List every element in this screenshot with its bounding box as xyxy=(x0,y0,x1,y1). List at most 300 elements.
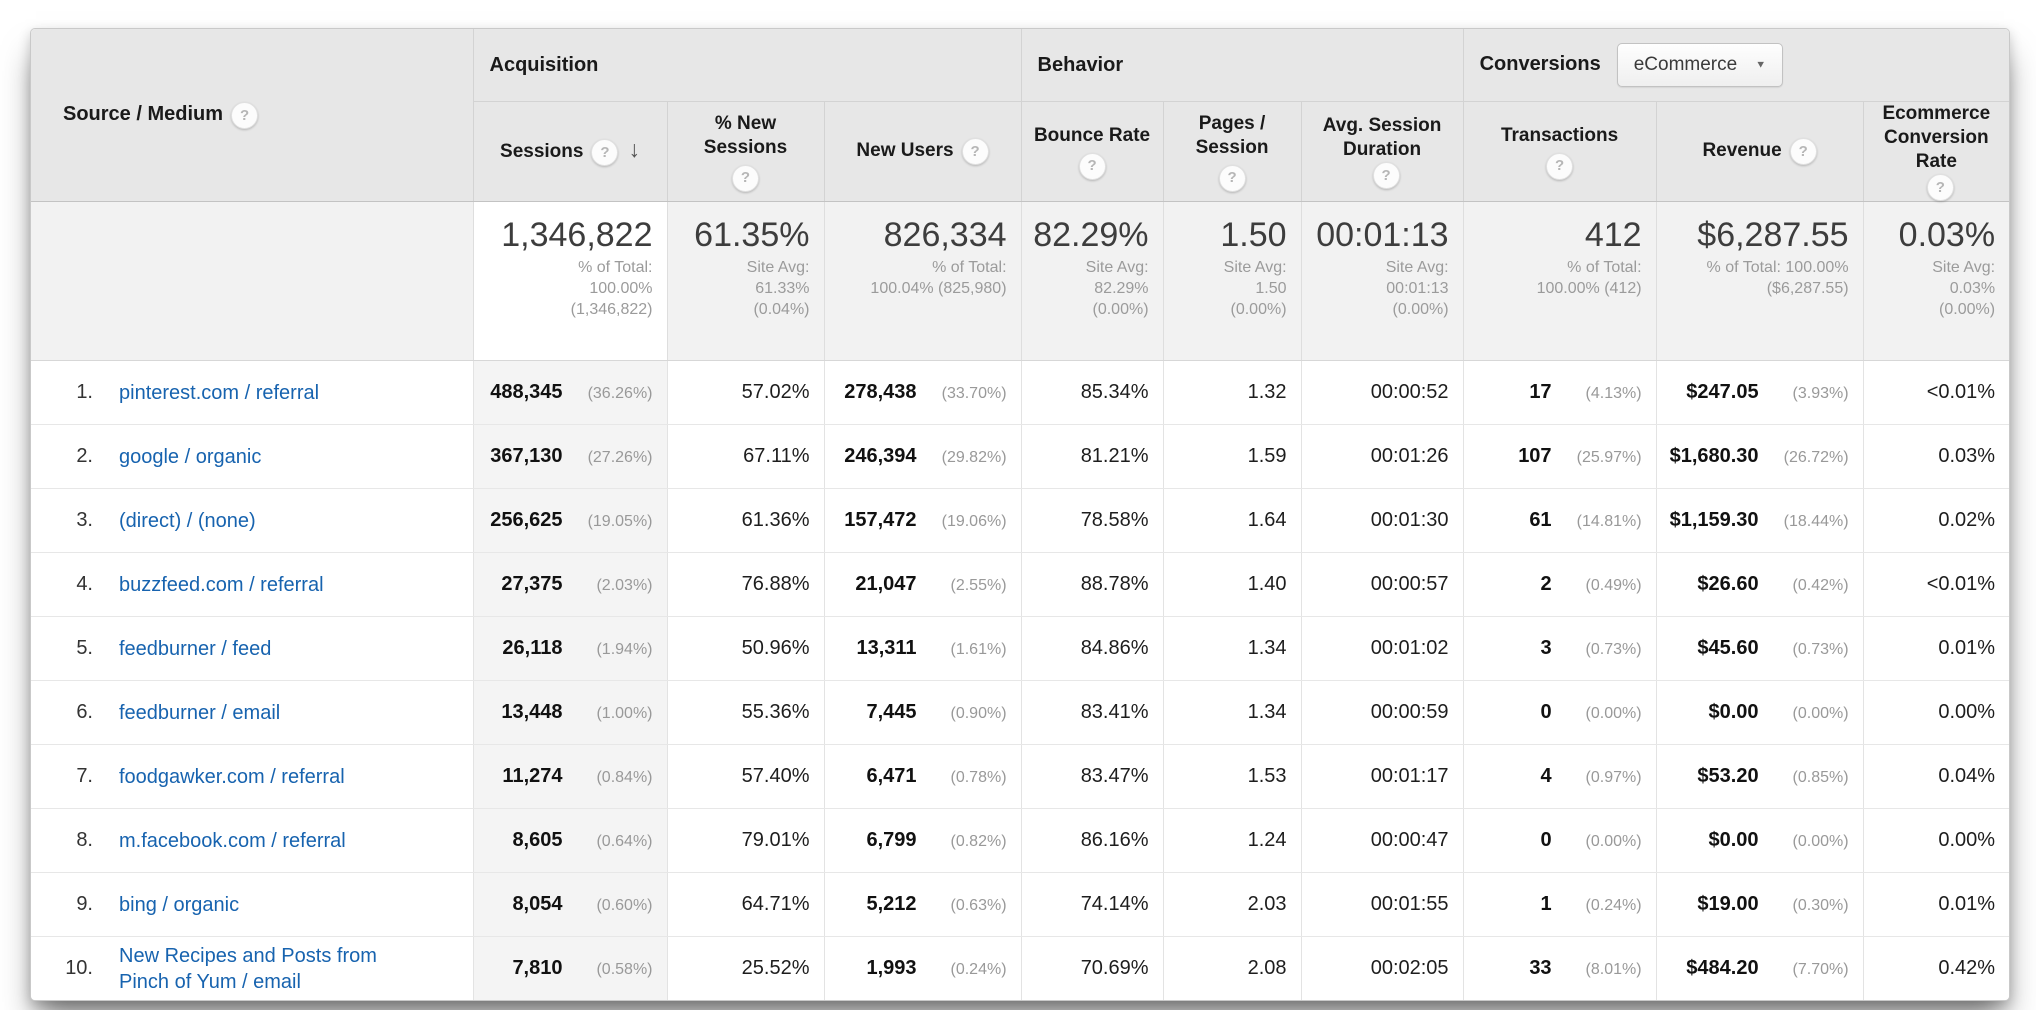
cell-transactions xyxy=(1463,873,1656,937)
cell-sessions xyxy=(473,489,667,553)
cell-new-users xyxy=(824,425,1021,489)
cell-revenue xyxy=(1656,809,1863,873)
cell-avg-session-duration xyxy=(1301,681,1463,745)
metric-percent: (2.03%) xyxy=(596,577,653,594)
metric-percent: (1.94%) xyxy=(596,641,653,658)
cell-new-sessions xyxy=(667,745,824,809)
metric-value: 78.58% xyxy=(1080,509,1149,531)
cell-source-medium xyxy=(31,361,473,425)
metric-value: 26,118 xyxy=(502,637,563,659)
metric-percent: (0.73%) xyxy=(1585,641,1642,658)
total-bounce-rate xyxy=(1021,202,1163,361)
cell-new-users xyxy=(824,553,1021,617)
metric-value: 107 xyxy=(1518,445,1552,467)
metric-value: 00:01:30 xyxy=(1370,509,1449,531)
cell-revenue xyxy=(1656,489,1863,553)
cell-revenue xyxy=(1656,745,1863,809)
group-behavior xyxy=(1021,29,1463,102)
cell-bounce-rate xyxy=(1021,489,1163,553)
cell-ecommerce-conversion-rate xyxy=(1863,745,2009,809)
total-note: % of Total: 100.00% ($6,287.55) xyxy=(1706,259,1849,297)
total-sessions xyxy=(473,202,667,361)
metric-percent: (0.90%) xyxy=(950,705,1007,722)
metric-value: 0.04% xyxy=(1938,765,1996,787)
cell-pages-session xyxy=(1163,681,1301,745)
metric-value: 83.41% xyxy=(1080,701,1149,723)
metric-percent: (0.85%) xyxy=(1792,769,1849,786)
cell-sessions xyxy=(473,745,667,809)
cell-new-sessions xyxy=(667,809,824,873)
cell-transactions xyxy=(1463,809,1656,873)
metric-value: 70.69% xyxy=(1080,957,1149,979)
metric-value: 246,394 xyxy=(844,445,917,467)
metric-value: 488,345 xyxy=(490,381,563,403)
metric-value: 157,472 xyxy=(844,509,917,531)
col-header-ecommerce-conversion-rate[interactable]: Ecommerce Conversion Rate? xyxy=(1863,102,2009,202)
totals-row xyxy=(31,202,2009,361)
metric-value: 0.01% xyxy=(1938,637,1996,659)
metric-percent: (0.58%) xyxy=(596,961,653,978)
cell-avg-session-duration xyxy=(1301,745,1463,809)
metric-percent: (18.44%) xyxy=(1783,513,1849,530)
metric-value: 00:01:02 xyxy=(1370,637,1449,659)
row-number: 7. xyxy=(76,765,93,787)
metric-percent: (0.24%) xyxy=(1585,897,1642,914)
metric-value: 27,375 xyxy=(501,573,563,595)
cell-new-sessions xyxy=(667,681,824,745)
cell-sessions xyxy=(473,553,667,617)
cell-transactions xyxy=(1463,361,1656,425)
metric-percent: (0.00%) xyxy=(1792,833,1849,850)
cell-avg-session-duration xyxy=(1301,361,1463,425)
metric-value: 00:00:57 xyxy=(1370,573,1449,595)
cell-source-medium xyxy=(31,617,473,681)
cell-ecommerce-conversion-rate xyxy=(1863,937,2009,1001)
cell-sessions xyxy=(473,681,667,745)
col-header-new-sessions[interactable]: % New Sessions ? xyxy=(667,102,824,202)
metric-value: $19.00 xyxy=(1697,893,1759,915)
metric-value: 21,047 xyxy=(855,573,917,595)
metric-percent: (8.01%) xyxy=(1585,961,1642,978)
metric-percent: (0.30%) xyxy=(1792,897,1849,914)
cell-source-medium xyxy=(31,681,473,745)
metric-value: 33 xyxy=(1529,957,1552,979)
metric-value: 3 xyxy=(1540,637,1552,659)
metric-value: 6,471 xyxy=(866,765,917,787)
table-row xyxy=(31,745,2009,809)
metric-value: $53.20 xyxy=(1697,765,1759,787)
row-number: 5. xyxy=(76,637,93,659)
source-medium-link[interactable]: m.facebook.com / referral xyxy=(119,829,346,852)
cell-pages-session xyxy=(1163,553,1301,617)
cell-new-sessions xyxy=(667,361,824,425)
metric-value: 00:01:17 xyxy=(1370,765,1449,787)
total-new-users xyxy=(824,202,1021,361)
cell-ecommerce-conversion-rate xyxy=(1863,553,2009,617)
metric-value: 00:02:05 xyxy=(1370,957,1449,979)
totals-empty-cell xyxy=(31,202,473,361)
cell-new-users xyxy=(824,489,1021,553)
source-medium-link[interactable]: feedburner / feed xyxy=(119,637,272,660)
total-value: 0.03% xyxy=(1898,216,1996,254)
help-icon[interactable]: ? xyxy=(1790,138,1817,165)
metric-value: 81.21% xyxy=(1080,445,1149,467)
metric-value: $45.60 xyxy=(1697,637,1759,659)
col-header-new-users[interactable]: New Users ? xyxy=(824,102,1021,202)
source-medium-link[interactable]: foodgawker.com / referral xyxy=(119,765,345,788)
metric-value: 2.08 xyxy=(1247,957,1287,979)
cell-ecommerce-conversion-rate xyxy=(1863,489,2009,553)
col-header-revenue[interactable]: Revenue ? xyxy=(1656,102,1863,202)
row-number: 6. xyxy=(76,701,93,723)
metric-value: 17 xyxy=(1529,381,1552,403)
cell-new-sessions xyxy=(667,873,824,937)
cell-bounce-rate xyxy=(1021,809,1163,873)
metric-value: 0.00% xyxy=(1938,701,1996,723)
cell-sessions xyxy=(473,873,667,937)
help-icon[interactable]: ? xyxy=(732,165,759,192)
metric-value: 8,054 xyxy=(512,893,563,915)
metric-percent: (26.72%) xyxy=(1783,449,1849,466)
cell-avg-session-duration xyxy=(1301,425,1463,489)
metric-value: 1.40 xyxy=(1247,573,1287,595)
table-row xyxy=(31,553,2009,617)
metric-value: 74.14% xyxy=(1080,893,1149,915)
metric-value: 0.01% xyxy=(1938,893,1996,915)
cell-revenue xyxy=(1656,681,1863,745)
cell-bounce-rate xyxy=(1021,425,1163,489)
metric-percent: (1.61%) xyxy=(950,641,1007,658)
help-icon[interactable]: ? xyxy=(1219,165,1246,192)
row-number: 4. xyxy=(76,573,93,595)
cell-bounce-rate xyxy=(1021,873,1163,937)
metric-value: 0.03% xyxy=(1938,445,1996,467)
metric-percent: (0.97%) xyxy=(1585,769,1642,786)
metric-value: 5,212 xyxy=(866,893,917,915)
metric-value: 1.53 xyxy=(1247,765,1287,787)
dimension-label: Source / Medium xyxy=(63,102,224,125)
total-value: 412 xyxy=(1584,216,1642,254)
cell-sessions xyxy=(473,425,667,489)
metric-value: 55.36% xyxy=(741,701,810,723)
metric-value: 13,311 xyxy=(856,637,917,659)
metric-value: 1.24 xyxy=(1247,829,1287,851)
cell-transactions xyxy=(1463,681,1656,745)
group-behavior-label: Behavior xyxy=(1037,53,1124,76)
cell-source-medium xyxy=(31,809,473,873)
cell-transactions xyxy=(1463,489,1656,553)
total-value: 826,334 xyxy=(883,216,1007,254)
help-icon[interactable]: ? xyxy=(1927,174,1954,201)
metric-value: 57.40% xyxy=(741,765,810,787)
table-row xyxy=(31,425,2009,489)
cell-source-medium xyxy=(31,425,473,489)
metric-value: 88.78% xyxy=(1080,573,1149,595)
cell-new-sessions xyxy=(667,553,824,617)
metric-percent: (25.97%) xyxy=(1576,449,1642,466)
metric-value: <0.01% xyxy=(1926,573,1996,595)
col-header-bounce-rate[interactable]: Bounce Rate ? xyxy=(1021,102,1163,202)
source-medium-link[interactable]: google / organic xyxy=(119,445,262,468)
metric-value: 7,445 xyxy=(866,701,917,723)
metric-value: 1,993 xyxy=(866,957,917,979)
cell-sessions xyxy=(473,809,667,873)
total-value: 82.29% xyxy=(1033,216,1149,254)
sort-descending-icon[interactable]: ↓ xyxy=(628,135,640,162)
cell-revenue xyxy=(1656,553,1863,617)
cell-sessions xyxy=(473,617,667,681)
source-medium-table xyxy=(31,29,2009,1000)
metric-value: 11,274 xyxy=(502,765,563,787)
total-ecom-rate xyxy=(1863,202,2009,361)
help-icon[interactable]: ? xyxy=(231,102,258,129)
group-conversions xyxy=(1463,29,2009,102)
cell-pages-session xyxy=(1163,873,1301,937)
cell-source-medium xyxy=(31,873,473,937)
cell-new-users xyxy=(824,681,1021,745)
total-note: Site Avg: 0.03% (0.00%) xyxy=(1932,259,1996,318)
group-acquisition-label: Acquisition xyxy=(489,53,599,76)
source-medium-link[interactable]: feedburner / email xyxy=(119,701,281,724)
metric-percent: (33.70%) xyxy=(941,385,1007,402)
cell-new-users xyxy=(824,809,1021,873)
cell-revenue xyxy=(1656,873,1863,937)
metric-percent: (14.81%) xyxy=(1576,513,1642,530)
cell-avg-session-duration xyxy=(1301,489,1463,553)
metric-value: 8,605 xyxy=(512,829,563,851)
table-row xyxy=(31,489,2009,553)
cell-source-medium xyxy=(31,745,473,809)
source-medium-link[interactable]: bing / organic xyxy=(119,893,240,916)
table-row xyxy=(31,937,2009,1001)
source-medium-link[interactable]: New Recipes and Posts from Pinch of Yum / email xyxy=(119,944,377,993)
metric-value: 0 xyxy=(1540,701,1552,723)
cell-ecommerce-conversion-rate xyxy=(1863,809,2009,873)
metric-value: 1.32 xyxy=(1247,381,1287,403)
metric-value: $1,159.30 xyxy=(1669,509,1759,531)
help-icon[interactable]: ? xyxy=(1079,153,1106,180)
metric-value: 256,625 xyxy=(490,509,563,531)
cell-sessions xyxy=(473,361,667,425)
cell-source-medium xyxy=(31,489,473,553)
metric-percent: (0.42%) xyxy=(1792,577,1849,594)
total-avg-duration xyxy=(1301,202,1463,361)
metric-value: 50.96% xyxy=(741,637,810,659)
metric-value: 79.01% xyxy=(741,829,810,851)
cell-new-sessions xyxy=(667,937,824,1001)
cell-new-users xyxy=(824,617,1021,681)
total-note: % of Total: 100.00% (412) xyxy=(1536,259,1642,297)
cell-ecommerce-conversion-rate xyxy=(1863,617,2009,681)
row-number: 3. xyxy=(76,509,93,531)
metric-value: 4 xyxy=(1540,765,1552,787)
metric-value: 13,448 xyxy=(501,701,563,723)
metric-value: 2 xyxy=(1540,573,1552,595)
total-value: 00:01:13 xyxy=(1316,216,1449,254)
metric-percent: (3.93%) xyxy=(1792,385,1849,402)
metric-percent: (0.00%) xyxy=(1585,833,1642,850)
metric-percent: (2.55%) xyxy=(950,577,1007,594)
ecommerce-selector-value: eCommerce xyxy=(1633,54,1738,75)
metric-value: 76.88% xyxy=(741,573,810,595)
cell-bounce-rate xyxy=(1021,681,1163,745)
cell-transactions xyxy=(1463,553,1656,617)
metric-value: 00:00:52 xyxy=(1370,381,1449,403)
metric-value: 1.34 xyxy=(1247,701,1287,723)
metric-value: 25.52% xyxy=(741,957,810,979)
total-value: 61.35% xyxy=(694,216,810,254)
table-row xyxy=(31,809,2009,873)
metric-value: <0.01% xyxy=(1926,381,1996,403)
table-row xyxy=(31,617,2009,681)
cell-revenue xyxy=(1656,425,1863,489)
total-note: % of Total: 100.00% (1,346,822) xyxy=(570,259,653,318)
metric-percent: (0.64%) xyxy=(596,833,653,850)
metric-percent: (36.26%) xyxy=(587,385,653,402)
cell-avg-session-duration xyxy=(1301,937,1463,1001)
metric-value: 278,438 xyxy=(844,381,917,403)
metric-value: $26.60 xyxy=(1697,573,1759,595)
cell-revenue xyxy=(1656,617,1863,681)
cell-ecommerce-conversion-rate xyxy=(1863,361,2009,425)
chevron-down-icon: ▼ xyxy=(1755,59,1767,71)
metric-value: 83.47% xyxy=(1080,765,1149,787)
metric-value: $484.20 xyxy=(1686,957,1759,979)
cell-source-medium xyxy=(31,937,473,1001)
metric-value: 0.00% xyxy=(1938,829,1996,851)
cell-transactions xyxy=(1463,745,1656,809)
cell-new-users xyxy=(824,873,1021,937)
cell-ecommerce-conversion-rate xyxy=(1863,681,2009,745)
total-note: Site Avg: 61.33% (0.04%) xyxy=(746,259,810,318)
source-medium-link[interactable]: (direct) / (none) xyxy=(119,509,256,532)
cell-pages-session xyxy=(1163,361,1301,425)
table-row xyxy=(31,681,2009,745)
row-number: 10. xyxy=(65,957,93,979)
cell-transactions xyxy=(1463,937,1656,1001)
metric-value: 00:00:47 xyxy=(1370,829,1449,851)
col-header-sessions[interactable]: Sessions ? ↓ xyxy=(473,102,667,202)
metric-percent: (19.05%) xyxy=(587,513,653,530)
metric-percent: (0.00%) xyxy=(1585,705,1642,722)
analytics-report-table xyxy=(30,28,2010,1001)
metric-percent: (0.82%) xyxy=(950,833,1007,850)
metric-percent: (0.63%) xyxy=(950,897,1007,914)
table-body xyxy=(31,202,2009,1001)
metric-value: 61.36% xyxy=(741,509,810,531)
source-medium-link[interactable]: buzzfeed.com / referral xyxy=(119,573,324,596)
metric-value: $0.00 xyxy=(1708,829,1759,851)
metric-value: 1 xyxy=(1540,893,1552,915)
cell-new-users xyxy=(824,745,1021,809)
total-value: 1,346,822 xyxy=(501,216,653,254)
table-row xyxy=(31,361,2009,425)
metric-value: 86.16% xyxy=(1080,829,1149,851)
cell-bounce-rate xyxy=(1021,617,1163,681)
cell-avg-session-duration xyxy=(1301,617,1463,681)
cell-ecommerce-conversion-rate xyxy=(1863,873,2009,937)
cell-revenue xyxy=(1656,937,1863,1001)
metric-percent: (0.60%) xyxy=(596,897,653,914)
total-note: % of Total: 100.04% (825,980) xyxy=(870,259,1007,297)
cell-new-sessions xyxy=(667,489,824,553)
total-transactions xyxy=(1463,202,1656,361)
cell-new-sessions xyxy=(667,425,824,489)
col-header-avg-session-duration[interactable]: Avg. Session Duration? xyxy=(1301,102,1463,202)
cell-sessions xyxy=(473,937,667,1001)
group-header-row xyxy=(31,29,2009,102)
help-icon[interactable]: ? xyxy=(962,138,989,165)
metric-value: 1.34 xyxy=(1247,637,1287,659)
metric-percent: (27.26%) xyxy=(587,449,653,466)
cell-pages-session xyxy=(1163,617,1301,681)
cell-new-users xyxy=(824,937,1021,1001)
cell-pages-session xyxy=(1163,745,1301,809)
metric-value: 84.86% xyxy=(1080,637,1149,659)
cell-new-users xyxy=(824,361,1021,425)
cell-pages-session xyxy=(1163,489,1301,553)
cell-bounce-rate xyxy=(1021,553,1163,617)
total-value: 1.50 xyxy=(1220,216,1287,254)
metric-value: 1.64 xyxy=(1247,509,1287,531)
metric-percent: (0.73%) xyxy=(1792,641,1849,658)
metric-value: 367,130 xyxy=(490,445,563,467)
metric-value: 0.02% xyxy=(1938,509,1996,531)
metric-value: 85.34% xyxy=(1080,381,1149,403)
total-note: Site Avg: 00:01:13 (0.00%) xyxy=(1385,259,1449,318)
cell-revenue xyxy=(1656,361,1863,425)
col-header-transactions[interactable]: Transactions ? xyxy=(1463,102,1656,202)
source-medium-link[interactable]: pinterest.com / referral xyxy=(119,381,320,404)
metric-percent: (0.00%) xyxy=(1792,705,1849,722)
cell-transactions xyxy=(1463,425,1656,489)
dimension-header[interactable] xyxy=(31,29,473,202)
total-note: Site Avg: 1.50 (0.00%) xyxy=(1223,259,1287,318)
row-number: 9. xyxy=(76,893,93,915)
metric-value: $247.05 xyxy=(1686,381,1759,403)
cell-avg-session-duration xyxy=(1301,809,1463,873)
metric-percent: (0.84%) xyxy=(596,769,653,786)
cell-avg-session-duration xyxy=(1301,553,1463,617)
metric-value: 00:01:26 xyxy=(1370,445,1449,467)
group-acquisition xyxy=(473,29,1021,102)
help-icon[interactable]: ? xyxy=(1546,153,1573,180)
cell-pages-session xyxy=(1163,809,1301,873)
row-number: 8. xyxy=(76,829,93,851)
metric-value: 0 xyxy=(1540,829,1552,851)
metric-value: 0.42% xyxy=(1938,957,1996,979)
total-value: $6,287.55 xyxy=(1697,216,1849,254)
metric-percent: (4.13%) xyxy=(1585,385,1642,402)
cell-avg-session-duration xyxy=(1301,873,1463,937)
help-icon[interactable]: ? xyxy=(1373,162,1400,189)
metric-percent: (0.49%) xyxy=(1585,577,1642,594)
col-header-pages-session[interactable]: Pages / Session ? xyxy=(1163,102,1301,202)
metric-value: 00:01:55 xyxy=(1370,893,1449,915)
cell-pages-session xyxy=(1163,937,1301,1001)
help-icon[interactable]: ? xyxy=(591,139,618,166)
cell-bounce-rate xyxy=(1021,361,1163,425)
cell-source-medium xyxy=(31,553,473,617)
metric-value: 61 xyxy=(1529,509,1552,531)
metric-value: 6,799 xyxy=(866,829,917,851)
ecommerce-goal-selector[interactable] xyxy=(1617,43,1783,87)
metric-value: 00:00:59 xyxy=(1370,701,1449,723)
metric-value: 67.11% xyxy=(743,445,810,467)
metric-value: $1,680.30 xyxy=(1669,445,1759,467)
row-number: 1. xyxy=(76,381,93,403)
total-new-sessions xyxy=(667,202,824,361)
